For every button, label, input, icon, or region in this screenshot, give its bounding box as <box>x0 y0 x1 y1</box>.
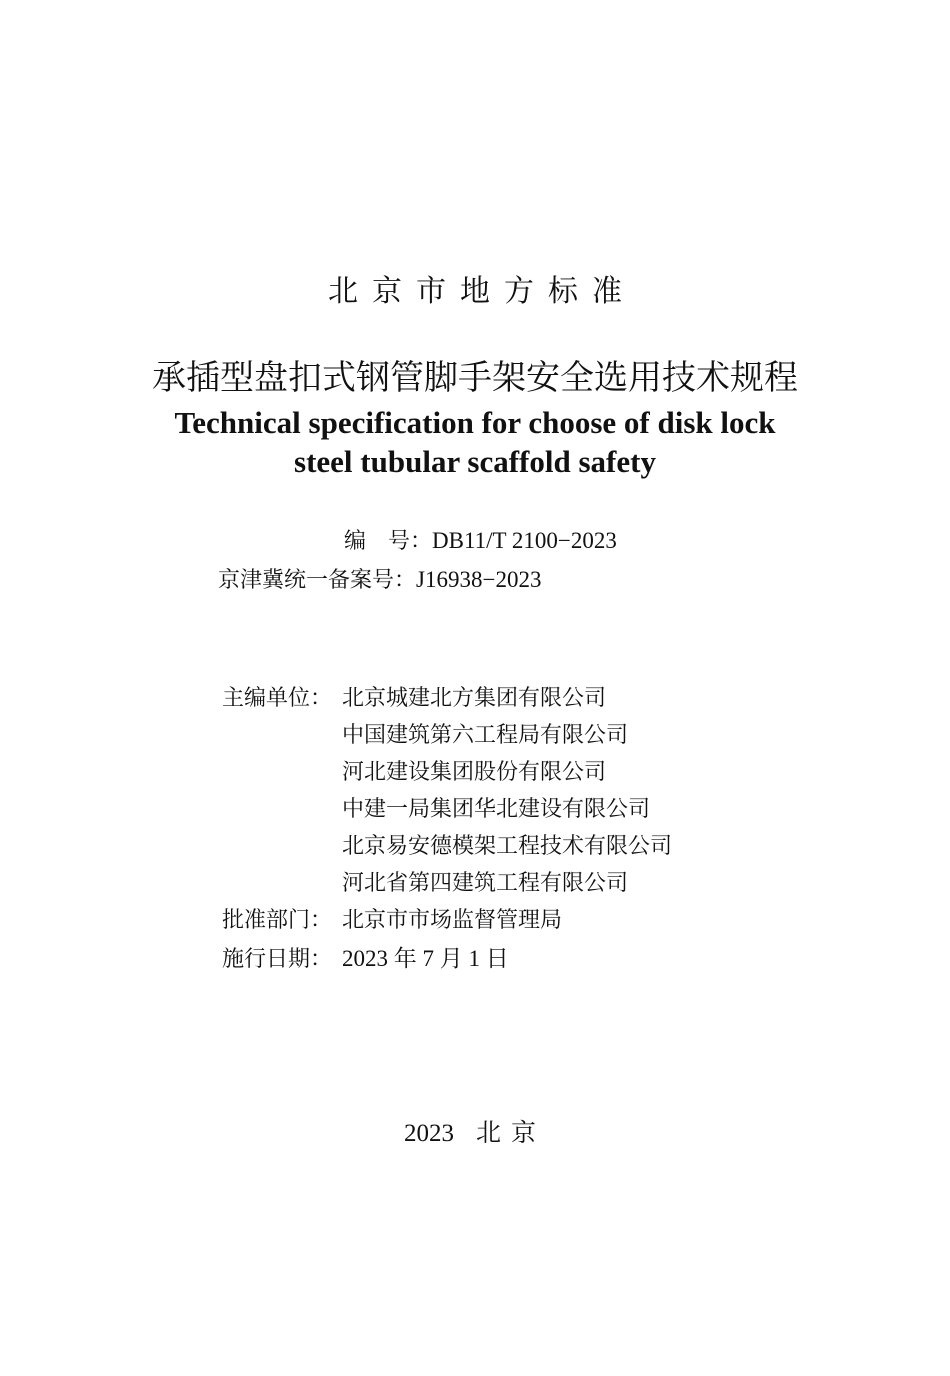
effective-date-row <box>222 944 509 975</box>
title-chinese: 承插型盘扣式钢管脚手架安全选用技术规程 <box>152 358 798 398</box>
approver-label: 批准部门： <box>222 908 333 933</box>
chief-editor-item: 北京城建北方集团有限公司 <box>342 686 607 711</box>
chief-editor-item: 河北建设集团股份有限公司 <box>342 760 607 785</box>
record-number-value: J16938−2023 <box>416 567 542 592</box>
standard-type-heading: 北京市地方标准 <box>328 274 636 309</box>
title-english-line-1: Technical specification for choose of disk lock <box>174 405 776 440</box>
chief-editor-item: 河北省第四建筑工程有限公司 <box>342 871 629 896</box>
effective-date-value: 2023 年 7 月 1 日 <box>342 946 509 971</box>
chief-editor-item: 中建一局集团华北建设有限公司 <box>342 797 651 822</box>
publication-footer <box>0 1116 950 1151</box>
record-number-row <box>218 565 541 596</box>
chief-editors-list <box>342 684 672 906</box>
title-english-line-2: steel tubular scaffold safety <box>294 444 656 479</box>
record-number-label: 京津冀统一备案号： <box>218 568 417 593</box>
footer-year: 2023 <box>403 1120 454 1147</box>
title-english <box>0 403 950 481</box>
approver-row <box>222 906 562 936</box>
standard-number-label: 编 号： <box>344 529 433 554</box>
standard-number-value: DB11/T 2100−2023 <box>432 528 617 553</box>
chief-editor-item: 中国建筑第六工程局有限公司 <box>342 723 629 748</box>
approver-value: 北京市市场监督管理局 <box>342 908 563 933</box>
chief-editors-label: 主编单位： <box>222 686 333 711</box>
standard-number-row <box>344 526 617 557</box>
chief-editor-item: 北京易安德模架工程技术有限公司 <box>342 834 673 859</box>
footer-city: 北京 <box>475 1118 546 1147</box>
effective-date-label: 施行日期： <box>222 947 333 972</box>
